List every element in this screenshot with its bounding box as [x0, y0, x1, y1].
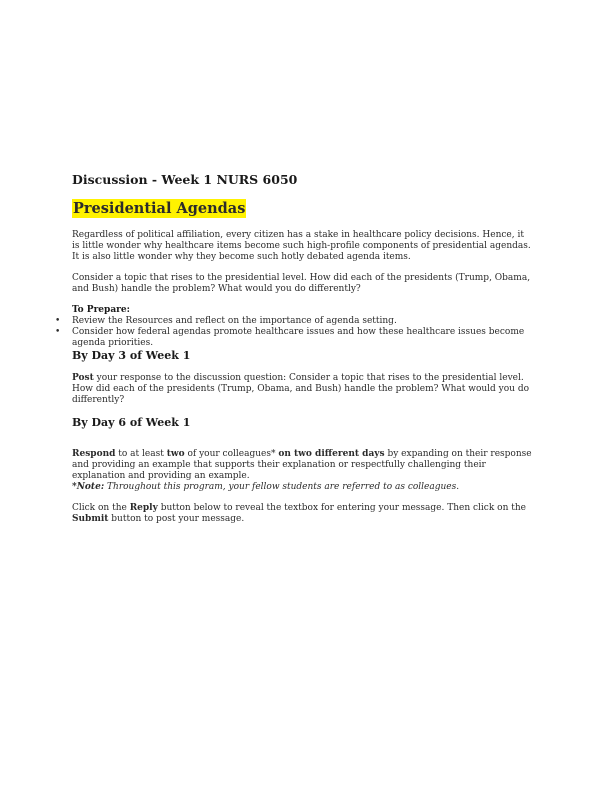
- day6-heading: By Day 6 of Week 1: [72, 416, 191, 429]
- instructions-text-1: Click on the: [72, 503, 130, 513]
- list-item: [55, 316, 532, 327]
- bullet-icon: •: [55, 327, 61, 337]
- instructions-text-3: button to post your message.: [108, 514, 245, 524]
- list-item-text: Consider how federal agendas promote healthcare issues and how these healthcare issues become agenda priorities.: [72, 327, 525, 348]
- document-title: Discussion - Week 1 NURS 6050: [72, 172, 298, 187]
- two-label: two: [166, 449, 185, 459]
- day3-paragraph: [72, 373, 532, 406]
- respond-label: Respond: [72, 449, 116, 459]
- intro-paragraph: Regardless of political affiliation, every citizen has a stake in healthcare policy decisions. Hence, it is little wonder why healthcare items become such high-profile components of presidential agendas. It is also little wonder why they become such hotly debated agenda items.: [72, 230, 531, 262]
- day6-paragraph: [72, 449, 532, 493]
- prepare-title: To Prepare:: [72, 305, 130, 315]
- list-item: [55, 327, 532, 349]
- post-text: your response to the discussion question: Consider a topic that rises to the presidential level. How did each of the presidents (Trump, Obama, and Bush) handle the problem? What would you do differently?: [72, 373, 530, 405]
- note-line: [72, 482, 459, 492]
- respond-text-2: of your colleagues*: [184, 449, 279, 459]
- reply-label: Reply: [129, 503, 158, 513]
- day3-heading: By Day 3 of Week 1: [72, 349, 191, 362]
- highlighted-heading: Presidential Agendas: [73, 200, 246, 217]
- bullet-icon: •: [55, 316, 61, 326]
- question-paragraph: Consider a topic that rises to the presidential level. How did each of the presidents (Trump, Obama, and Bush) handle the problem? What would you do differently?: [72, 273, 531, 294]
- note-text: Throughout this program, your fellow students are referred to as colleagues.: [104, 482, 460, 492]
- note-label: *Note:: [72, 482, 105, 492]
- instructions-text-2: button below to reveal the textbox for entering your message. Then click on the: [157, 503, 526, 513]
- post-label: Post: [72, 373, 94, 383]
- respond-text-1: to at least: [115, 449, 167, 459]
- prepare-list: [55, 316, 532, 349]
- instructions-paragraph: [72, 503, 532, 525]
- document-body: [55, 172, 532, 535]
- submit-label: Submit: [72, 514, 109, 524]
- days-label: on two different days: [278, 449, 385, 459]
- list-item-text: Review the Resources and reflect on the importance of agenda setting.: [72, 316, 397, 326]
- respond-text-3: by expanding on their response and providing an example that supports their explanation or respectfully challenging their explanation and providing an example.: [72, 449, 532, 481]
